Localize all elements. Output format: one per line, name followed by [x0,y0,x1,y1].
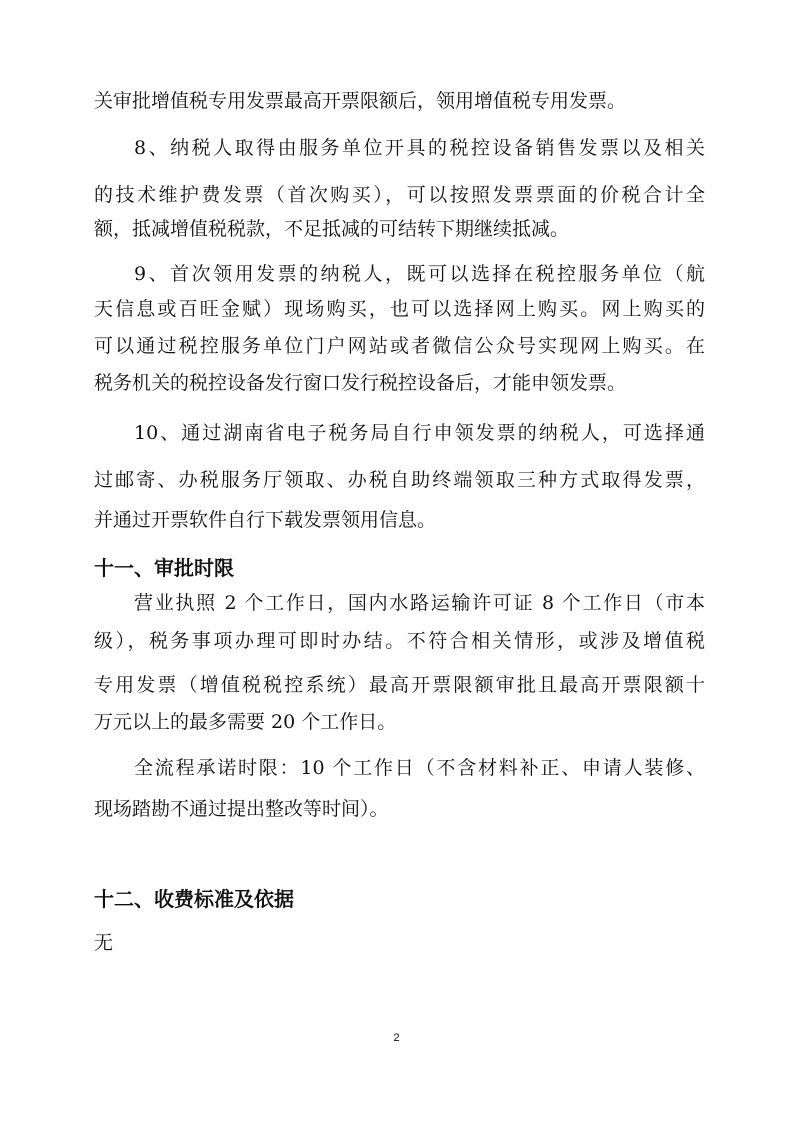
item-9-line-1: 9、首次领用发票的纳税人，既可以选择在税控服务单位（航 [134,263,705,285]
item-9-line-2: 天信息或百旺金赋）现场购买，也可以选择网上购买。网上购买的 [94,298,705,320]
item-10-line-1: 10、通过湖南省电子税务局自行申领发票的纳税人，可选择通 [134,422,705,444]
section-11-para2-line-1: 全流程承诺时限：10 个工作日（不含材料补正、申请人装修、 [134,757,705,779]
section-11-para1-line-4: 万元以上的最多需要 20 个工作日。 [94,711,397,733]
item-10-line-3: 并通过开票软件自行下载发票领用信息。 [94,509,437,531]
item-9-line-4: 税务机关的税控设备发行窗口发行税控设备后，才能申领发票。 [94,372,627,394]
item-9-line-3: 可以通过税控服务单位门户网站或者微信公众号实现网上购买。在 [94,335,705,357]
section-11-para1-line-1: 营业执照 2 个工作日，国内水路运输许可证 8 个工作日（市本 [134,592,705,614]
page-number: 2 [393,1032,400,1044]
section-11-para1-line-3: 专用发票（增值税税控系统）最高开票限额审批且最高开票限额十 [94,674,705,696]
item-10-line-2: 过邮寄、办税服务厅领取、办税自助终端领取三种方式取得发票， [94,469,705,491]
section-12-heading: 十二、收费标准及依据 [94,887,294,911]
intro-line-1: 关审批增值税专用发票最高开票限额后，领用增值税专用发票。 [94,90,627,112]
section-11-heading: 十一、审批时限 [94,556,234,580]
section-11-para1-line-2: 级），税务事项办理可即时办结。不符合相关情形，或涉及增值税 [94,630,705,652]
item-8-line-1: 8、纳税人取得由服务单位开具的税控设备销售发票以及相关 [134,137,705,159]
item-8-line-3: 额，抵减增值税税款，不足抵减的可结转下期继续抵减。 [94,218,570,240]
section-11-para2-line-2: 现场踏勘不通过提出整改等时间）。 [94,798,389,820]
section-12-body: 无 [94,932,114,954]
item-8-line-2: 的技术维护费发票（首次购买），可以按照发票票面的价税合计全 [94,184,705,206]
